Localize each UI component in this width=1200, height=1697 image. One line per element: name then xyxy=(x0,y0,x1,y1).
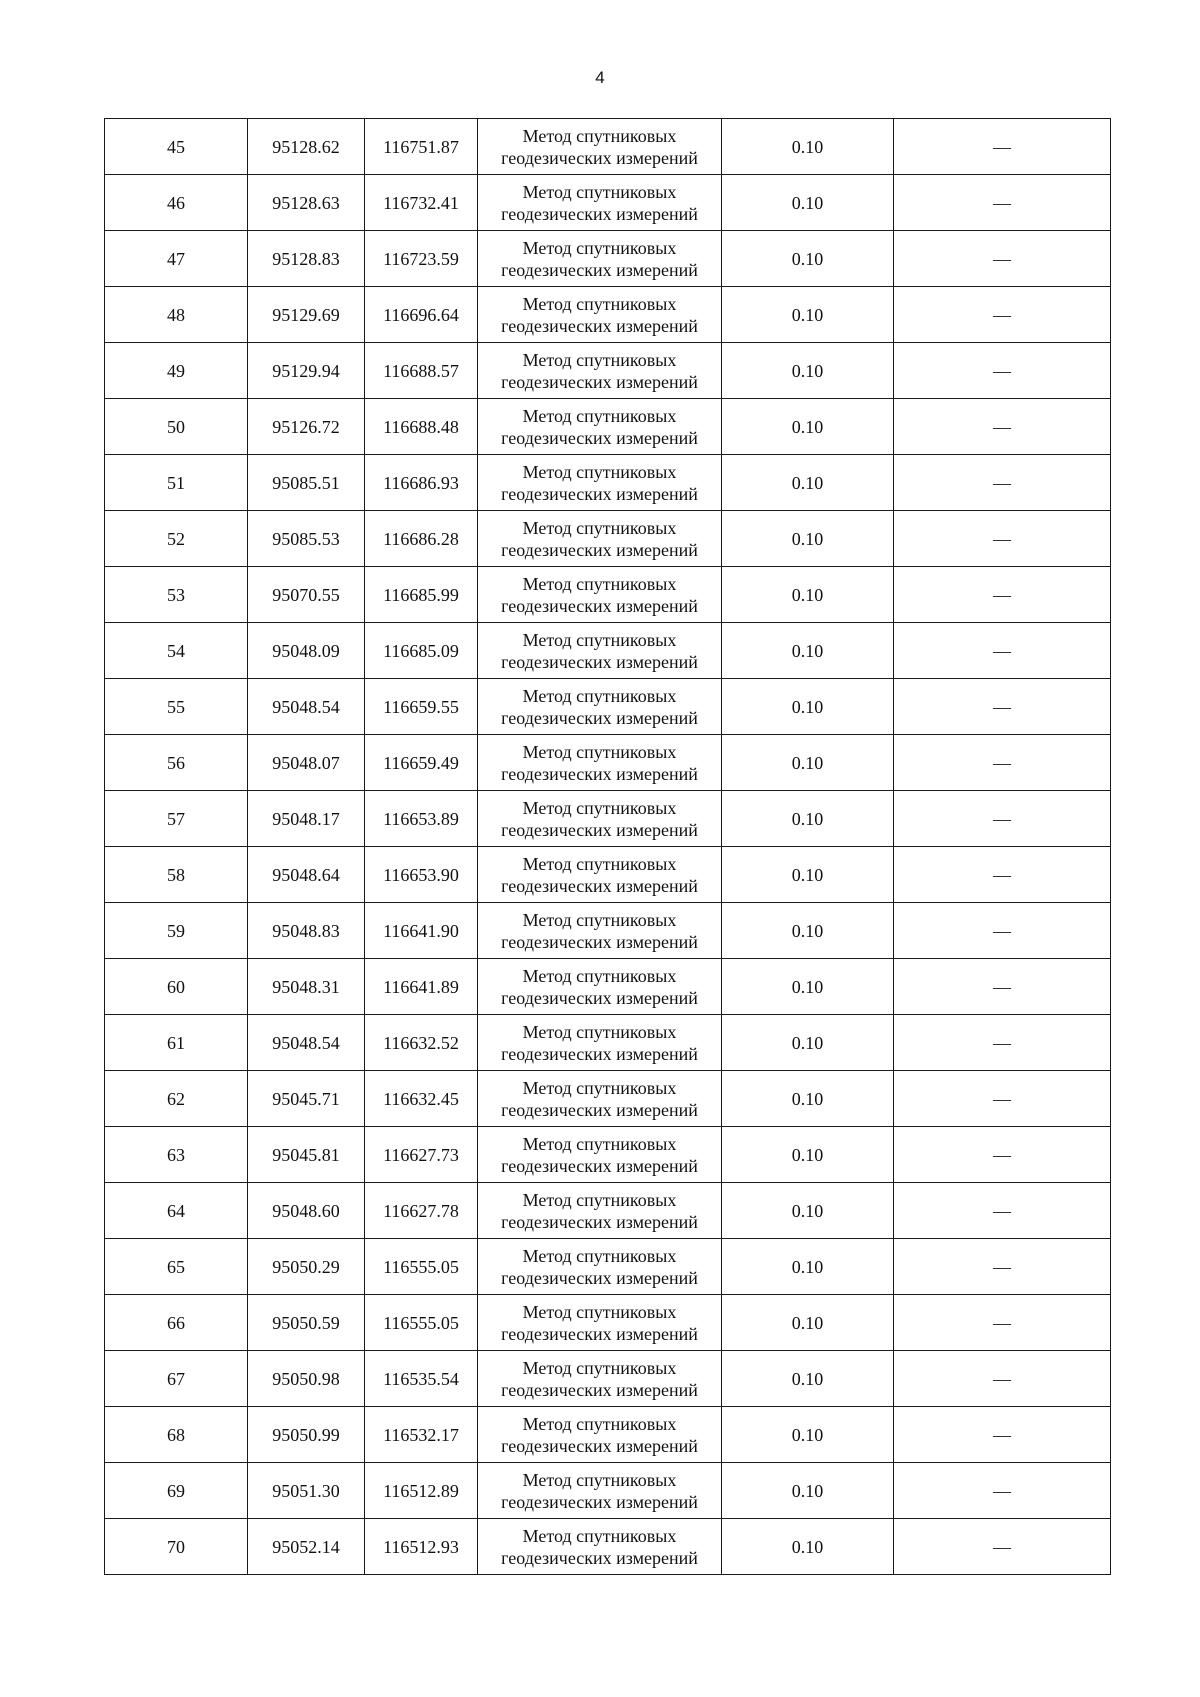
method-line-2: геодезических измерений xyxy=(501,539,698,560)
accuracy-cell: 0.10 xyxy=(722,511,894,567)
y-coordinate-cell: 116555.05 xyxy=(365,1295,478,1351)
method-line-1: Метод спутниковых xyxy=(522,685,677,706)
accuracy-cell: 0.10 xyxy=(722,119,894,175)
method-line-1: Метод спутниковых xyxy=(522,461,677,482)
note-cell: — xyxy=(894,847,1111,903)
accuracy-cell: 0.10 xyxy=(722,1519,894,1575)
accuracy-cell: 0.10 xyxy=(722,959,894,1015)
accuracy-cell: 0.10 xyxy=(722,1183,894,1239)
y-coordinate-cell: 116627.78 xyxy=(365,1183,478,1239)
accuracy-cell: 0.10 xyxy=(722,1295,894,1351)
note-cell: — xyxy=(894,511,1111,567)
point-number-cell: 57 xyxy=(105,791,248,847)
method-cell xyxy=(478,231,722,287)
table-row xyxy=(105,567,1111,623)
method-cell xyxy=(478,511,722,567)
note-cell: — xyxy=(894,567,1111,623)
table-row xyxy=(105,791,1111,847)
method-line-2: геодезических измерений xyxy=(501,203,698,224)
accuracy-cell: 0.10 xyxy=(722,1351,894,1407)
method-line-2: геодезических измерений xyxy=(501,819,698,840)
point-number-cell: 70 xyxy=(105,1519,248,1575)
accuracy-cell: 0.10 xyxy=(722,735,894,791)
point-number-cell: 50 xyxy=(105,399,248,455)
table-row xyxy=(105,1183,1111,1239)
point-number-cell: 45 xyxy=(105,119,248,175)
table-body xyxy=(105,119,1111,1575)
accuracy-cell: 0.10 xyxy=(722,287,894,343)
table-row xyxy=(105,343,1111,399)
x-coordinate-cell: 95050.98 xyxy=(248,1351,365,1407)
x-coordinate-cell: 95085.51 xyxy=(248,455,365,511)
note-cell: — xyxy=(894,679,1111,735)
x-coordinate-cell: 95085.53 xyxy=(248,511,365,567)
point-number-cell: 67 xyxy=(105,1351,248,1407)
method-line-1: Метод спутниковых xyxy=(522,1133,677,1154)
method-cell xyxy=(478,567,722,623)
y-coordinate-cell: 116653.90 xyxy=(365,847,478,903)
x-coordinate-cell: 95048.54 xyxy=(248,1015,365,1071)
accuracy-cell: 0.10 xyxy=(722,567,894,623)
x-coordinate-cell: 95048.83 xyxy=(248,903,365,959)
note-cell: — xyxy=(894,455,1111,511)
method-line-2: геодезических измерений xyxy=(501,1155,698,1176)
note-cell: — xyxy=(894,399,1111,455)
table-row xyxy=(105,1071,1111,1127)
note-cell: — xyxy=(894,959,1111,1015)
y-coordinate-cell: 116688.57 xyxy=(365,343,478,399)
point-number-cell: 48 xyxy=(105,287,248,343)
method-line-2: геодезических измерений xyxy=(501,427,698,448)
method-line-1: Метод спутниковых xyxy=(522,125,677,146)
point-number-cell: 58 xyxy=(105,847,248,903)
method-line-2: геодезических измерений xyxy=(501,1043,698,1064)
x-coordinate-cell: 95129.94 xyxy=(248,343,365,399)
page-number: 4 xyxy=(595,68,605,87)
method-cell xyxy=(478,623,722,679)
y-coordinate-cell: 116532.17 xyxy=(365,1407,478,1463)
accuracy-cell: 0.10 xyxy=(722,847,894,903)
note-cell: — xyxy=(894,175,1111,231)
accuracy-cell: 0.10 xyxy=(722,343,894,399)
method-line-1: Метод спутниковых xyxy=(522,1525,677,1546)
table-row xyxy=(105,455,1111,511)
method-line-2: геодезических измерений xyxy=(501,371,698,392)
point-number-cell: 68 xyxy=(105,1407,248,1463)
note-cell: — xyxy=(894,735,1111,791)
y-coordinate-cell: 116732.41 xyxy=(365,175,478,231)
note-cell: — xyxy=(894,1519,1111,1575)
point-number-cell: 65 xyxy=(105,1239,248,1295)
method-line-1: Метод спутниковых xyxy=(522,1413,677,1434)
point-number-cell: 46 xyxy=(105,175,248,231)
accuracy-cell: 0.10 xyxy=(722,1015,894,1071)
method-cell xyxy=(478,399,722,455)
method-line-2: геодезических измерений xyxy=(501,147,698,168)
x-coordinate-cell: 95045.81 xyxy=(248,1127,365,1183)
point-number-cell: 60 xyxy=(105,959,248,1015)
method-cell xyxy=(478,343,722,399)
method-line-1: Метод спутниковых xyxy=(522,965,677,986)
note-cell: — xyxy=(894,1407,1111,1463)
method-line-1: Метод спутниковых xyxy=(522,293,677,314)
method-cell xyxy=(478,1519,722,1575)
note-cell: — xyxy=(894,791,1111,847)
accuracy-cell: 0.10 xyxy=(722,623,894,679)
table-row xyxy=(105,1463,1111,1519)
x-coordinate-cell: 95048.07 xyxy=(248,735,365,791)
accuracy-cell: 0.10 xyxy=(722,1127,894,1183)
table-row xyxy=(105,735,1111,791)
table-row xyxy=(105,1127,1111,1183)
method-line-1: Метод спутниковых xyxy=(522,1021,677,1042)
table-row xyxy=(105,511,1111,567)
x-coordinate-cell: 95048.54 xyxy=(248,679,365,735)
note-cell: — xyxy=(894,1463,1111,1519)
point-number-cell: 52 xyxy=(105,511,248,567)
method-line-2: геодезических измерений xyxy=(501,1379,698,1400)
method-line-2: геодезических измерений xyxy=(501,259,698,280)
point-number-cell: 55 xyxy=(105,679,248,735)
table-row xyxy=(105,1015,1111,1071)
method-cell xyxy=(478,679,722,735)
table-row xyxy=(105,1295,1111,1351)
y-coordinate-cell: 116641.89 xyxy=(365,959,478,1015)
method-line-1: Метод спутниковых xyxy=(522,517,677,538)
point-number-cell: 62 xyxy=(105,1071,248,1127)
table-row xyxy=(105,623,1111,679)
note-cell: — xyxy=(894,1239,1111,1295)
y-coordinate-cell: 116512.89 xyxy=(365,1463,478,1519)
note-cell: — xyxy=(894,287,1111,343)
method-line-1: Метод спутниковых xyxy=(522,405,677,426)
method-cell xyxy=(478,1071,722,1127)
method-cell xyxy=(478,1015,722,1071)
x-coordinate-cell: 95128.63 xyxy=(248,175,365,231)
method-line-2: геодезических измерений xyxy=(501,483,698,504)
x-coordinate-cell: 95048.60 xyxy=(248,1183,365,1239)
accuracy-cell: 0.10 xyxy=(722,1463,894,1519)
method-cell xyxy=(478,791,722,847)
point-number-cell: 54 xyxy=(105,623,248,679)
point-number-cell: 56 xyxy=(105,735,248,791)
method-cell xyxy=(478,847,722,903)
y-coordinate-cell: 116688.48 xyxy=(365,399,478,455)
note-cell: — xyxy=(894,1015,1111,1071)
method-cell xyxy=(478,119,722,175)
y-coordinate-cell: 116512.93 xyxy=(365,1519,478,1575)
method-cell xyxy=(478,455,722,511)
method-line-2: геодезических измерений xyxy=(501,1267,698,1288)
point-number-cell: 63 xyxy=(105,1127,248,1183)
method-line-2: геодезических измерений xyxy=(501,651,698,672)
x-coordinate-cell: 95050.29 xyxy=(248,1239,365,1295)
y-coordinate-cell: 116723.59 xyxy=(365,231,478,287)
method-line-1: Метод спутниковых xyxy=(522,629,677,650)
y-coordinate-cell: 116696.64 xyxy=(365,287,478,343)
method-line-1: Метод спутниковых xyxy=(522,1301,677,1322)
method-line-1: Метод спутниковых xyxy=(522,181,677,202)
x-coordinate-cell: 95129.69 xyxy=(248,287,365,343)
x-coordinate-cell: 95128.62 xyxy=(248,119,365,175)
x-coordinate-cell: 95048.17 xyxy=(248,791,365,847)
note-cell: — xyxy=(894,1295,1111,1351)
y-coordinate-cell: 116659.49 xyxy=(365,735,478,791)
accuracy-cell: 0.10 xyxy=(722,1407,894,1463)
method-line-2: геодезических измерений xyxy=(501,987,698,1008)
accuracy-cell: 0.10 xyxy=(722,679,894,735)
method-cell xyxy=(478,1183,722,1239)
method-cell xyxy=(478,1351,722,1407)
method-cell xyxy=(478,903,722,959)
note-cell: — xyxy=(894,1071,1111,1127)
method-line-2: геодезических измерений xyxy=(501,1323,698,1344)
y-coordinate-cell: 116641.90 xyxy=(365,903,478,959)
y-coordinate-cell: 116686.28 xyxy=(365,511,478,567)
y-coordinate-cell: 116627.73 xyxy=(365,1127,478,1183)
point-number-cell: 64 xyxy=(105,1183,248,1239)
method-cell xyxy=(478,735,722,791)
note-cell: — xyxy=(894,623,1111,679)
x-coordinate-cell: 95045.71 xyxy=(248,1071,365,1127)
method-cell xyxy=(478,1407,722,1463)
point-number-cell: 47 xyxy=(105,231,248,287)
y-coordinate-cell: 116685.09 xyxy=(365,623,478,679)
y-coordinate-cell: 116632.45 xyxy=(365,1071,478,1127)
y-coordinate-cell: 116535.54 xyxy=(365,1351,478,1407)
table-row xyxy=(105,1351,1111,1407)
method-line-2: геодезических измерений xyxy=(501,595,698,616)
method-line-1: Метод спутниковых xyxy=(522,237,677,258)
x-coordinate-cell: 95128.83 xyxy=(248,231,365,287)
method-cell xyxy=(478,959,722,1015)
method-cell xyxy=(478,287,722,343)
method-cell xyxy=(478,1295,722,1351)
note-cell: — xyxy=(894,1183,1111,1239)
table-row xyxy=(105,287,1111,343)
method-line-1: Метод спутниковых xyxy=(522,1245,677,1266)
table-row xyxy=(105,903,1111,959)
accuracy-cell: 0.10 xyxy=(722,455,894,511)
table-row xyxy=(105,959,1111,1015)
x-coordinate-cell: 95070.55 xyxy=(248,567,365,623)
method-line-1: Метод спутниковых xyxy=(522,909,677,930)
method-line-1: Метод спутниковых xyxy=(522,797,677,818)
x-coordinate-cell: 95050.59 xyxy=(248,1295,365,1351)
point-number-cell: 66 xyxy=(105,1295,248,1351)
point-number-cell: 53 xyxy=(105,567,248,623)
table-row xyxy=(105,679,1111,735)
accuracy-cell: 0.10 xyxy=(722,231,894,287)
x-coordinate-cell: 95052.14 xyxy=(248,1519,365,1575)
method-line-1: Метод спутниковых xyxy=(522,1189,677,1210)
x-coordinate-cell: 95051.30 xyxy=(248,1463,365,1519)
accuracy-cell: 0.10 xyxy=(722,1239,894,1295)
x-coordinate-cell: 95048.64 xyxy=(248,847,365,903)
table-row xyxy=(105,1519,1111,1575)
method-cell xyxy=(478,175,722,231)
method-line-2: геодезических измерений xyxy=(501,875,698,896)
note-cell: — xyxy=(894,1127,1111,1183)
x-coordinate-cell: 95050.99 xyxy=(248,1407,365,1463)
table-row xyxy=(105,1239,1111,1295)
point-number-cell: 59 xyxy=(105,903,248,959)
method-cell xyxy=(478,1463,722,1519)
accuracy-cell: 0.10 xyxy=(722,791,894,847)
method-cell xyxy=(478,1127,722,1183)
y-coordinate-cell: 116659.55 xyxy=(365,679,478,735)
method-line-1: Метод спутниковых xyxy=(522,573,677,594)
point-number-cell: 61 xyxy=(105,1015,248,1071)
method-line-2: геодезических измерений xyxy=(501,1491,698,1512)
accuracy-cell: 0.10 xyxy=(722,399,894,455)
accuracy-cell: 0.10 xyxy=(722,175,894,231)
point-number-cell: 51 xyxy=(105,455,248,511)
method-line-2: геодезических измерений xyxy=(501,931,698,952)
note-cell: — xyxy=(894,1351,1111,1407)
note-cell: — xyxy=(894,903,1111,959)
accuracy-cell: 0.10 xyxy=(722,1071,894,1127)
table-row xyxy=(105,399,1111,455)
method-line-2: геодезических измерений xyxy=(501,1099,698,1120)
method-cell xyxy=(478,1239,722,1295)
note-cell: — xyxy=(894,119,1111,175)
method-line-1: Метод спутниковых xyxy=(522,853,677,874)
method-line-2: геодезических измерений xyxy=(501,1435,698,1456)
y-coordinate-cell: 116751.87 xyxy=(365,119,478,175)
y-coordinate-cell: 116686.93 xyxy=(365,455,478,511)
y-coordinate-cell: 116685.99 xyxy=(365,567,478,623)
method-line-2: геодезических измерений xyxy=(501,315,698,336)
x-coordinate-cell: 95048.09 xyxy=(248,623,365,679)
table-row xyxy=(105,847,1111,903)
y-coordinate-cell: 116632.52 xyxy=(365,1015,478,1071)
accuracy-cell: 0.10 xyxy=(722,903,894,959)
x-coordinate-cell: 95126.72 xyxy=(248,399,365,455)
method-line-1: Метод спутниковых xyxy=(522,741,677,762)
method-line-1: Метод спутниковых xyxy=(522,1357,677,1378)
method-line-2: геодезических измерений xyxy=(501,763,698,784)
x-coordinate-cell: 95048.31 xyxy=(248,959,365,1015)
method-line-2: геодезических измерений xyxy=(501,1211,698,1232)
note-cell: — xyxy=(894,343,1111,399)
method-line-1: Метод спутниковых xyxy=(522,1077,677,1098)
method-line-2: геодезических измерений xyxy=(501,707,698,728)
table-row xyxy=(105,175,1111,231)
coordinates-table xyxy=(104,118,1111,1575)
table-row xyxy=(105,231,1111,287)
method-line-1: Метод спутниковых xyxy=(522,1469,677,1490)
table-row xyxy=(105,119,1111,175)
y-coordinate-cell: 116653.89 xyxy=(365,791,478,847)
point-number-cell: 49 xyxy=(105,343,248,399)
point-number-cell: 69 xyxy=(105,1463,248,1519)
table-row xyxy=(105,1407,1111,1463)
method-line-2: геодезических измерений xyxy=(501,1547,698,1568)
y-coordinate-cell: 116555.05 xyxy=(365,1239,478,1295)
note-cell: — xyxy=(894,231,1111,287)
method-line-1: Метод спутниковых xyxy=(522,349,677,370)
